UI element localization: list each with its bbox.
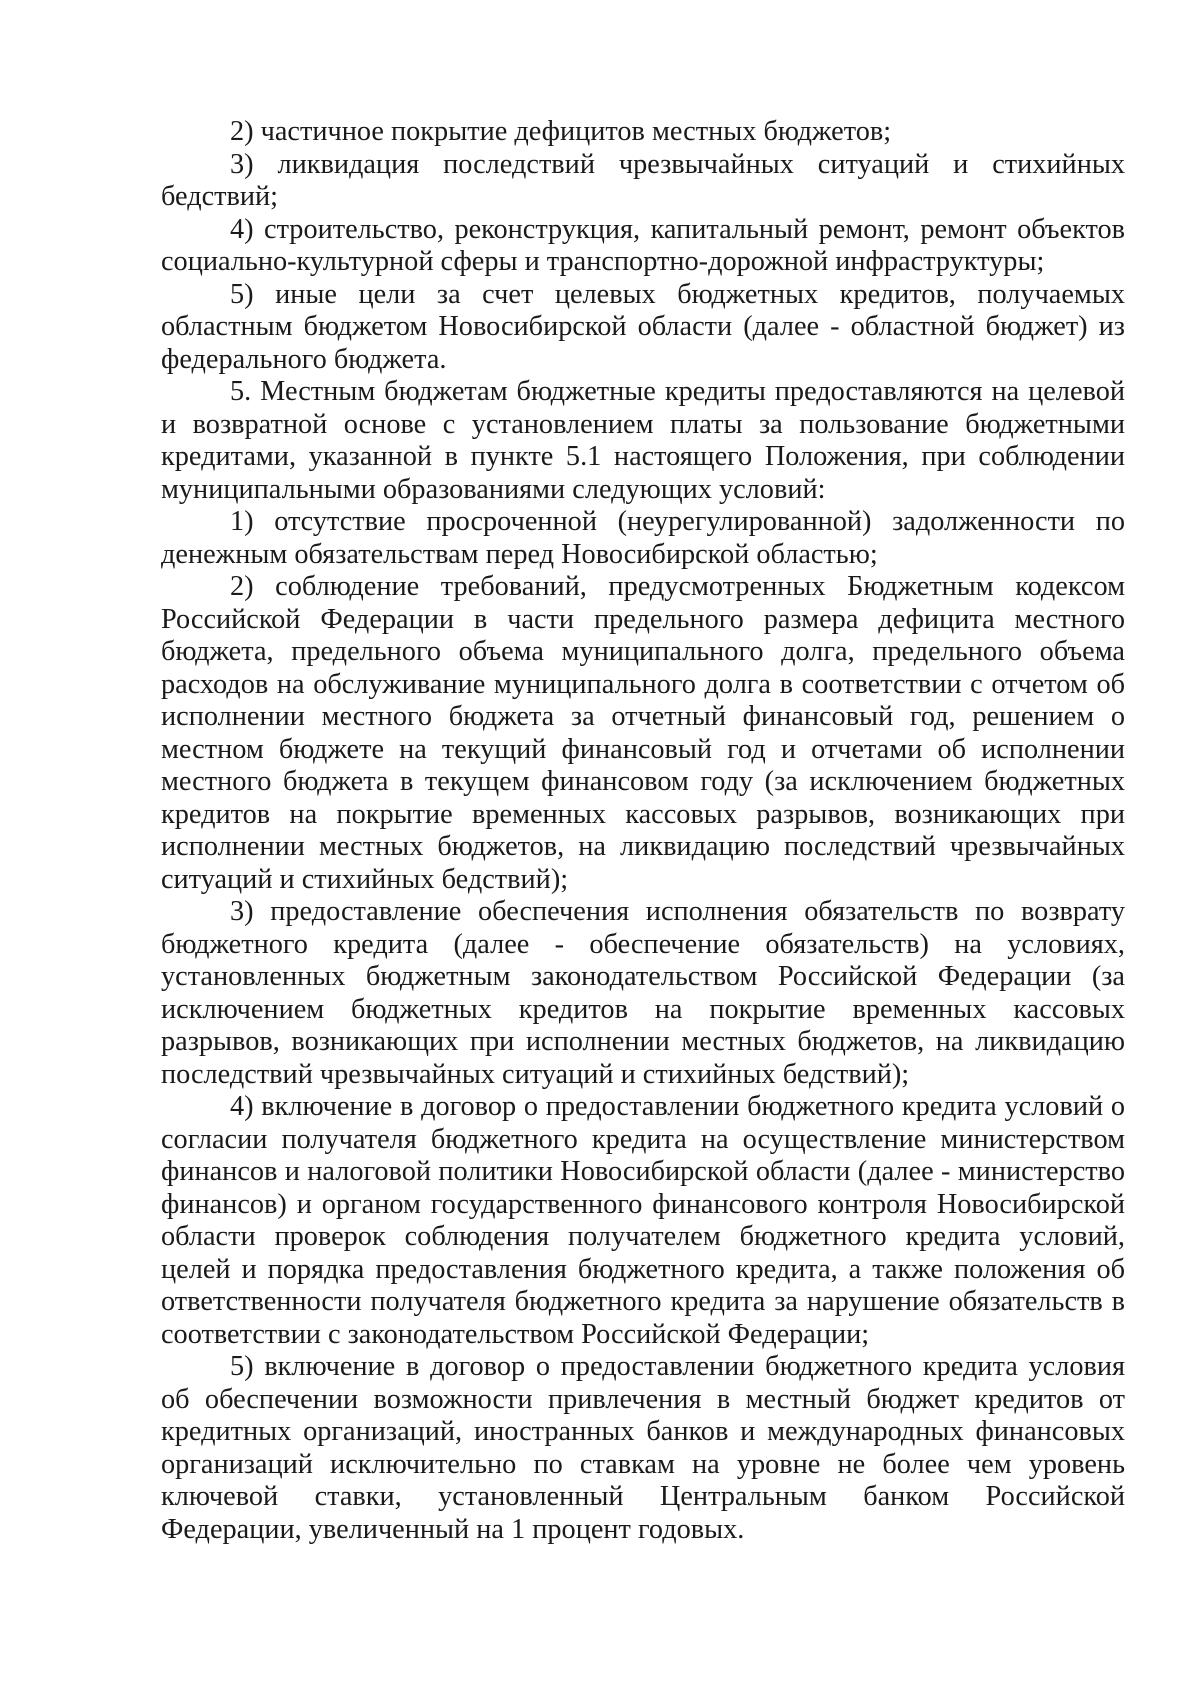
list-item-5-other-purposes: 5) иные цели за счет целевых бюджетных кредитов, получаемых областным бюджетом Новосибирской области (далее - областной бюджет) из федерального бюджета. [161, 278, 1125, 375]
condition-2-budget-code-compliance: 2) соблюдение требований, предусмотренных Бюджетным кодексом Российской Федерации в части предельного размера дефицита местного бюджета, предельного объема муниципального долга, предельного объема расходов на обслуживание муниципального долга в соответствии с отчетом об исполнении местного бюджета за отчетный финансовый год, решением о местном бюджете на текущий финансовый год и отчетами об исполнении местного бюджета в текущем финансовом году (за исключением бюджетных кредитов на покрытие временных кассовых разрывов, возникающих при исполнении местных бюджетов, на ликвидацию последствий чрезвычайных ситуаций и стихийных бедствий); [161, 571, 1125, 895]
document-body [161, 116, 1125, 1546]
list-item-2-deficit-coverage: 2) частичное покрытие дефицитов местных бюджетов; [230, 116, 892, 147]
list-item-3-emergency-liquidation: 3) ликвидация последствий чрезвычайных ситуаций и стихийных бедствий; [161, 148, 1125, 212]
list-item-4-construction: 4) строительство, реконструкция, капитальный ремонт, ремонт объектов социально-культурной сферы и транспортно-дорожной инфраструктуры; [161, 213, 1125, 277]
condition-4-audit-consent: 4) включение в договор о предоставлении бюджетного кредита условий о согласии получателя бюджетного кредита на осуществление министерством финансов и налоговой политики Новосибирской области (далее - министерство финансов) и органом государственного финансового контроля Новосибирской области проверок соблюдения получателем бюджетного кредита условий, целей и порядка предоставления бюджетного кредита, а также положения об ответственности получателя бюджетного кредита за нарушение обязательств в соответствии с законодательством Российской Федерации; [161, 1091, 1125, 1350]
section-5-conditions-intro: 5. Местным бюджетам бюджетные кредиты предоставляются на целевой и возвратной основе с установлением платы за пользование бюджетными кредитами, указанной в пункте 5.1 настоящего Положения, при соблюдении муниципальными образованиями следующих условий: [161, 376, 1125, 505]
condition-3-security-provision: 3) предоставление обеспечения исполнения обязательств по возврату бюджетного кредита (далее - обеспечение обязательств) на условиях, установленных бюджетным законодательством Российской Федерации (за исключением бюджетных кредитов на покрытие временных кассовых разрывов, возникающих при исполнении местных бюджетов, на ликвидацию последствий чрезвычайных ситуаций и стихийных бедствий); [161, 896, 1125, 1090]
condition-5-credit-rates: 5) включение в договор о предоставлении бюджетного кредита условия об обеспечении возможности привлечения в местный бюджет кредитов от кредитных организаций, иностранных банков и международных финансовых организаций исключительно по ставкам на уровне не более чем уровень ключевой ставки, установленный Центральным банком Российской Федерации, увеличенный на 1 процент годовых. [161, 1351, 1125, 1545]
condition-1-no-overdue-debt: 1) отсутствие просроченной (неурегулированной) задолженности по денежным обязательствам перед Новосибирской областью; [161, 506, 1125, 570]
